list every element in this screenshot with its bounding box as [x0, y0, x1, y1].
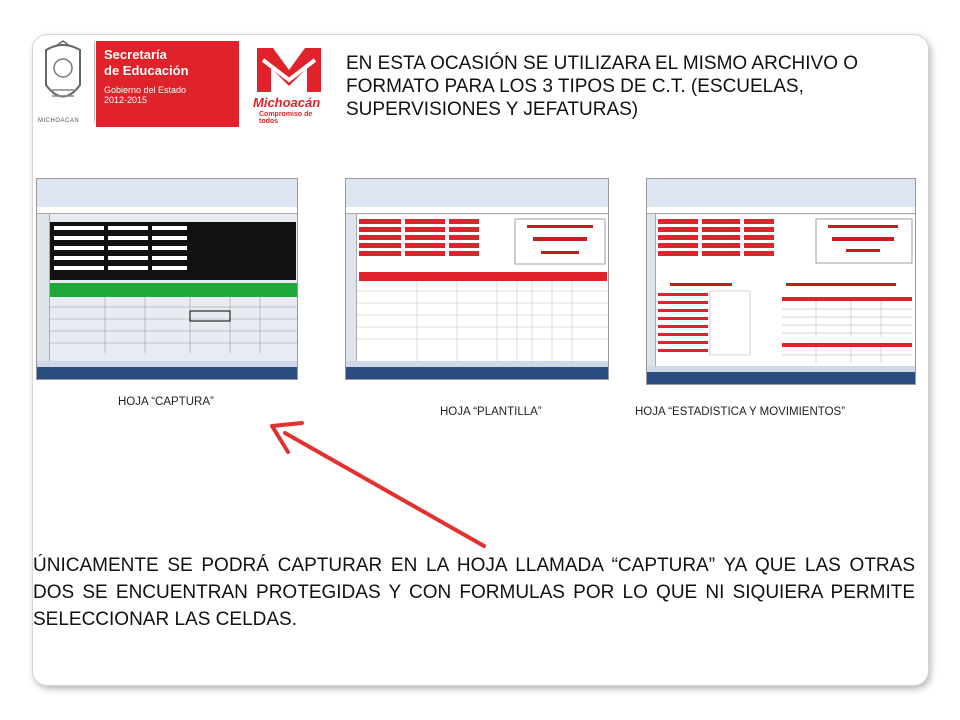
- intro-text: EN ESTA OCASIÓN SE UTILIZARA EL MISMO ARCHIVO O FORMATO PARA LOS 3 TIPOS DE C.T. (ESCUELAS, SUPERVISIONES Y JEFATURAS): [346, 53, 859, 120]
- captura-caption: HOJA “CAPTURA”: [118, 396, 214, 408]
- gobierno-text: Gobierno del Estado: [104, 85, 187, 95]
- crest-caption: MICHOACAN: [38, 118, 80, 124]
- michoacan-tagline: Compromiso de todos: [259, 111, 313, 125]
- secretaria-line2: de Educación: [104, 63, 189, 78]
- bottom-text: ÚNICAMENTE SE PODRÁ CAPTURAR EN LA HOJA LLAMADA “CAPTURA” YA QUE LAS OTRAS DOS SE ENCUENTRAN PROTEGIDAS Y CON FORMULAS POR LO QUE NI SIQUIERA PERMITE SELECCIONAR LAS CELDAS.: [33, 555, 915, 630]
- michoacan-name: Michoacán: [253, 95, 321, 110]
- plantilla-caption: HOJA “PLANTILLA”: [440, 406, 542, 418]
- period-text: 2012-2015: [104, 95, 148, 105]
- estadistica-caption: HOJA “ESTADISTICA Y MOVIMIENTOS”: [635, 406, 846, 418]
- secretaria-line1: Secretaría: [104, 47, 167, 62]
